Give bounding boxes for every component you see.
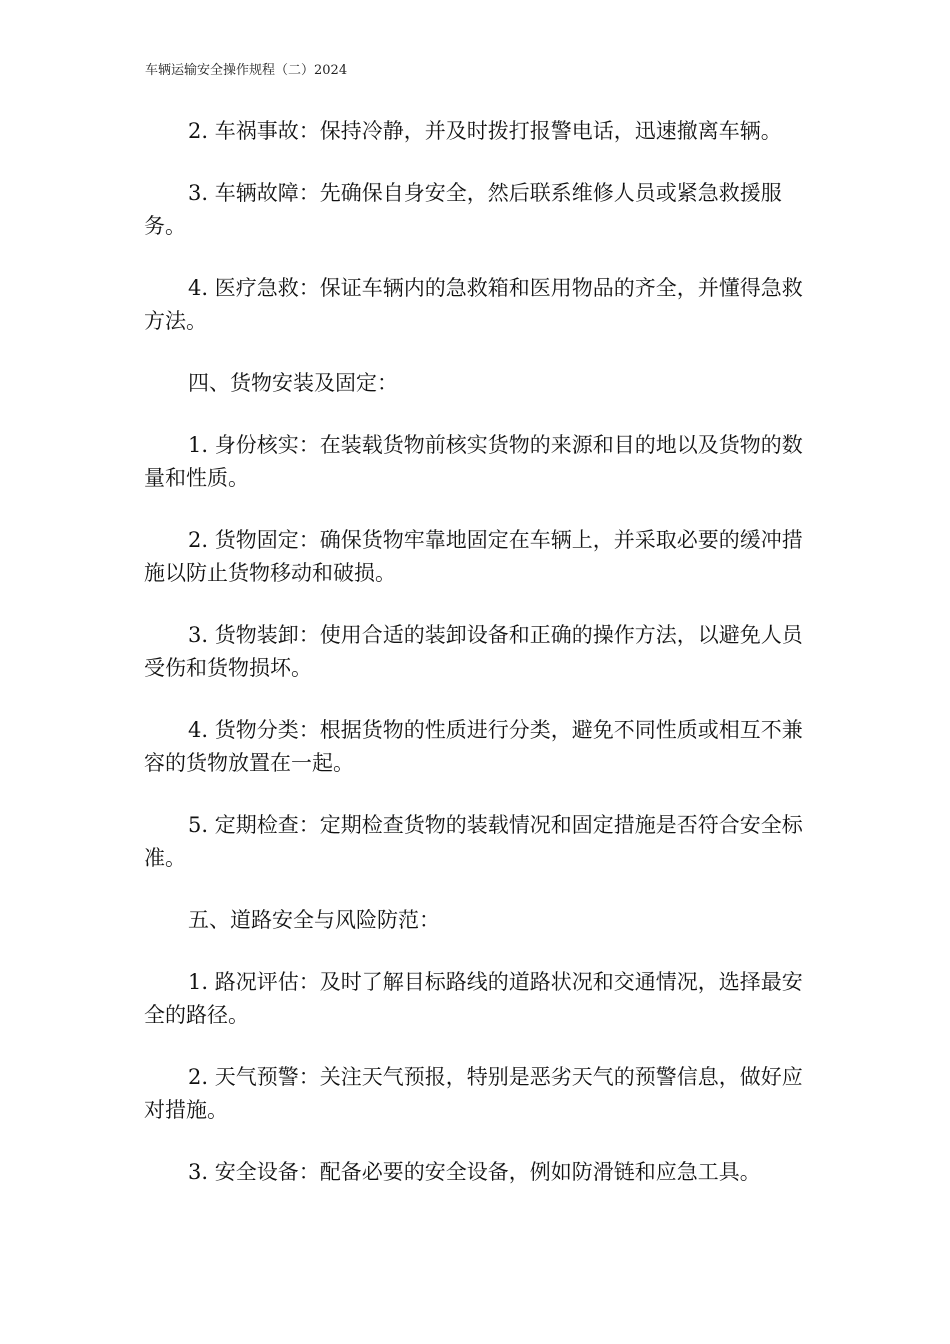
paragraph-vehicle-fault: 3. 车辆故障：先确保自身安全，然后联系维修人员或紧急救援服务。 — [144, 181, 782, 238]
paragraph-emergency-accident: 2. 车祸事故：保持冷静，并及时拨打报警电话，迅速撤离车辆。 — [188, 119, 782, 143]
paragraph-cargo-verification: 1. 身份核实：在装载货物前核实货物的来源和目的地以及货物的数量和性质。 — [144, 433, 803, 490]
paragraph-first-aid: 4. 医疗急救：保证车辆内的急救箱和医用物品的齐全，并懂得急救方法。 — [144, 276, 803, 333]
paragraph-cargo-securing: 2. 货物固定：确保货物牢靠地固定在车辆上，并采取必要的缓冲措施以防止货物移动和破损。 — [144, 528, 803, 585]
section-heading-cargo: 四、货物安装及固定： — [188, 371, 398, 395]
paragraph-cargo-handling: 3. 货物装卸：使用合适的装卸设备和正确的操作方法，以避免人员受伤和货物损坏。 — [144, 623, 803, 680]
paragraph-cargo-classification: 4. 货物分类：根据货物的性质进行分类，避免不同性质或相互不兼容的货物放置在一起。 — [144, 718, 803, 775]
paragraph-periodic-inspection: 5. 定期检查：定期检查货物的装载情况和固定措施是否符合安全标准。 — [144, 813, 803, 870]
paragraph-weather-warning: 2. 天气预警：关注天气预报，特别是恶劣天气的预警信息，做好应对措施。 — [144, 1065, 803, 1122]
page-header: 车辆运输安全操作规程（二）2024 — [145, 63, 348, 78]
section-heading-road-safety: 五、道路安全与风险防范： — [188, 908, 440, 932]
document-body — [144, 115, 804, 1218]
paragraph-road-assessment: 1. 路况评估：及时了解目标路线的道路状况和交通情况，选择最安全的路径。 — [144, 970, 803, 1027]
paragraph-safety-equipment: 3. 安全设备：配备必要的安全设备，例如防滑链和应急工具。 — [188, 1160, 761, 1184]
